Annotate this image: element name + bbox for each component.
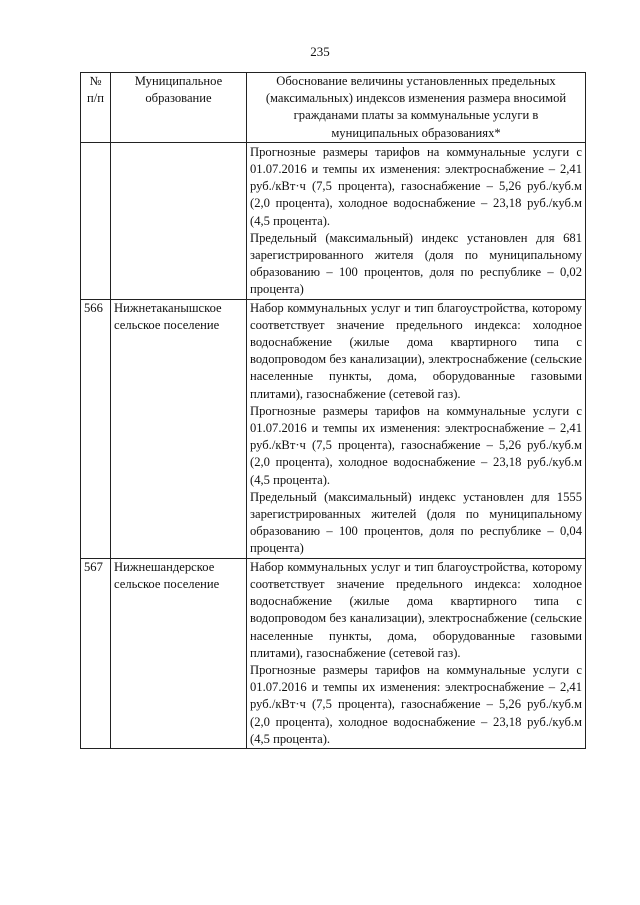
row-municipality — [111, 142, 247, 299]
table-header-row — [81, 73, 586, 143]
row-justification — [247, 142, 586, 299]
header-justification: Обоснование величины установленных предельных (максимальных) индексов изменения размера вносимой гражданами платы за коммунальные услуги в муниципальных образованиях* — [247, 73, 586, 143]
row-num: 567 — [81, 558, 111, 748]
row-paragraph: Предельный (максимальный) индекс установлен для 1555 зарегистрированных жителей (доля по муниципальному образованию – 100 процентов, доля по республике – 0,04 процента) — [250, 489, 582, 556]
row-paragraph: Прогнозные размеры тарифов на коммунальные услуги с 01.07.2016 и темпы их изменения: электроснабжение – 2,41 руб./кВт·ч (7,5 процента), газоснабжение – 5,26 руб./куб.м (2,0 процента), холодное водоснабжение – 23,18 руб./куб.м (4,5 процента). — [250, 144, 582, 228]
row-num — [81, 142, 111, 299]
row-paragraph: Предельный (максимальный) индекс установлен для 681 зарегистрированного жителя (доля по муниципальному образованию – 100 процентов, доля по республике – 0,02 процента) — [250, 230, 582, 297]
row-municipality: Нижнетаканышское сельское поселение — [111, 299, 247, 558]
table-row — [81, 142, 586, 299]
row-paragraph: Набор коммунальных услуг и тип благоустройства, которому соответствует значение предельного индекса: холодное водоснабжение (жилые дома квартирного типа с водопроводом без канализации), электроснабжение (сельские населенные пункты, дома, оборудованные газовыми плитами), газоснабжение (сетевой газ). — [250, 300, 582, 401]
row-paragraph: Прогнозные размеры тарифов на коммунальные услуги с 01.07.2016 и темпы их изменения: электроснабжение – 2,41 руб./кВт·ч (7,5 процента), газоснабжение – 5,26 руб./куб.м (2,0 процента), холодное водоснабжение – 23,18 руб./куб.м (4,5 процента). — [250, 403, 582, 487]
tariff-table — [80, 72, 586, 749]
page-number: 235 — [310, 44, 330, 59]
row-justification — [247, 558, 586, 748]
row-municipality: Нижнешандерское сельское поселение — [111, 558, 247, 748]
header-municipality: Муниципальное образование — [111, 73, 247, 143]
header-num: № п/п — [81, 73, 111, 143]
row-justification — [247, 299, 586, 558]
row-paragraph: Набор коммунальных услуг и тип благоустройства, которому соответствует значение предельного индекса: холодное водоснабжение (жилые дома квартирного типа с водопроводом без канализации), электроснабжение (сельские населенные пункты, дома, оборудованные газовыми плитами), газоснабжение (сетевой газ). — [250, 559, 582, 660]
table-row — [81, 299, 586, 558]
row-paragraph: Прогнозные размеры тарифов на коммунальные услуги с 01.07.2016 и темпы их изменения: электроснабжение – 2,41 руб./кВт·ч (7,5 процента), газоснабжение – 5,26 руб./куб.м (2,0 процента), холодное водоснабжение – 23,18 руб./куб.м (4,5 процента). — [250, 662, 582, 746]
row-num: 566 — [81, 299, 111, 558]
table-row — [81, 558, 586, 748]
